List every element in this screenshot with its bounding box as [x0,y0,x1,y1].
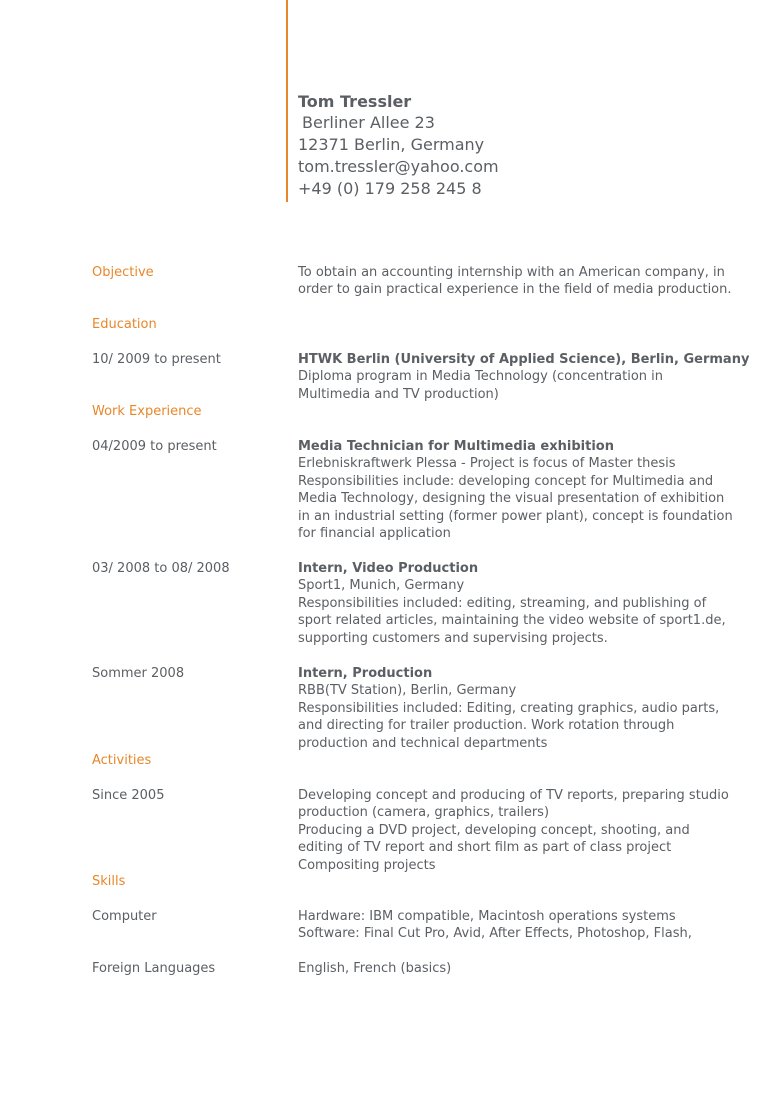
entry-line: Media Technology, designing the visual presentation of exhibition [298,491,725,507]
city-address: 12371 Berlin, Germany [298,135,485,154]
education-date: 10/ 2009 to present [92,352,221,367]
work-entry [298,560,726,647]
objective-line: To obtain an accounting internship with an American company, in [298,265,725,280]
entry-line: and directing for trailer production. Work rotation through [298,718,675,734]
objective-heading: Objective [92,265,154,280]
skills-label: Computer [92,909,157,924]
contact-header [298,92,499,200]
entry-line: Software: Final Cut Pro, Avid, After Effects, Photoshop, Flash, [298,926,692,942]
entry-title: HTWK Berlin (University of Applied Science), Berlin, Germany [298,352,750,367]
entry-line: Compositing projects [298,857,436,873]
entry-line: English, French (basics) [298,961,452,976]
accent-vertical-rule [286,0,288,202]
work-date: 04/2009 to present [92,439,217,454]
candidate-name: Tom Tressler [298,92,412,111]
skills-entry [298,960,718,977]
entry-line: production (camera, graphics, trailers) [298,805,550,821]
work-entry [298,438,733,542]
street-address: Berliner Allee 23 [302,113,435,132]
entry-line: production and technical departments [298,735,548,751]
entry-line: for financial application [298,526,451,542]
skills-label: Foreign Languages [92,961,216,976]
activities-heading: Activities [92,753,152,768]
work-date: 03/ 2008 to 08/ 2008 [92,561,230,576]
entry-line: Producing a DVD project, developing concept, shooting, and [298,822,690,838]
objective-line: order to gain practical experience in the field of media production. [298,282,732,298]
entry-line: in an industrial setting (former power plant), concept is foundation [298,508,733,524]
entry-line: Diploma program in Media Technology (concentration in [298,369,664,385]
activities-date: Since 2005 [92,788,165,803]
entry-title: Intern, Video Production [298,561,479,576]
activities-entry [298,787,729,874]
entry-title: Intern, Production [298,666,433,681]
entry-line: Developing concept and producing of TV reports, preparing studio [298,788,729,803]
entry-line: sport related articles, maintaining the video website of sport1.de, [298,613,726,629]
work-experience-heading: Work Experience [92,404,202,419]
education-heading: Education [92,317,157,332]
entry-line: Responsibilities included: Editing, creating graphics, audio parts, [298,700,720,716]
work-date: Sommer 2008 [92,666,185,681]
skills-heading: Skills [92,874,126,889]
entry-line: RBB(TV Station), Berlin, Germany [298,683,517,699]
entry-line: Multimedia and TV production) [298,386,499,402]
work-entry [298,665,718,752]
entry-line: Responsibilities included: editing, streaming, and publishing of [298,595,707,611]
objective-text [298,264,732,299]
entry-line: Sport1, Munich, Germany [298,578,465,594]
skills-entry [298,908,718,943]
entry-line: supporting customers and supervising projects. [298,630,608,646]
entry-line: Hardware: IBM compatible, Macintosh operations systems [298,909,676,924]
phone-number: +49 (0) 179 258 245 8 [298,179,482,198]
entry-line: Erlebniskraftwerk Plessa - Project is focus of Master thesis [298,456,676,472]
entry-title: Media Technician for Multimedia exhibition [298,439,614,454]
education-entry [298,351,750,403]
entry-line: editing of TV report and short film as part of class project [298,840,672,856]
email-address: tom.tressler@yahoo.com [298,157,499,176]
entry-line: Responsibilities include: developing concept for Multimedia and [298,473,714,489]
